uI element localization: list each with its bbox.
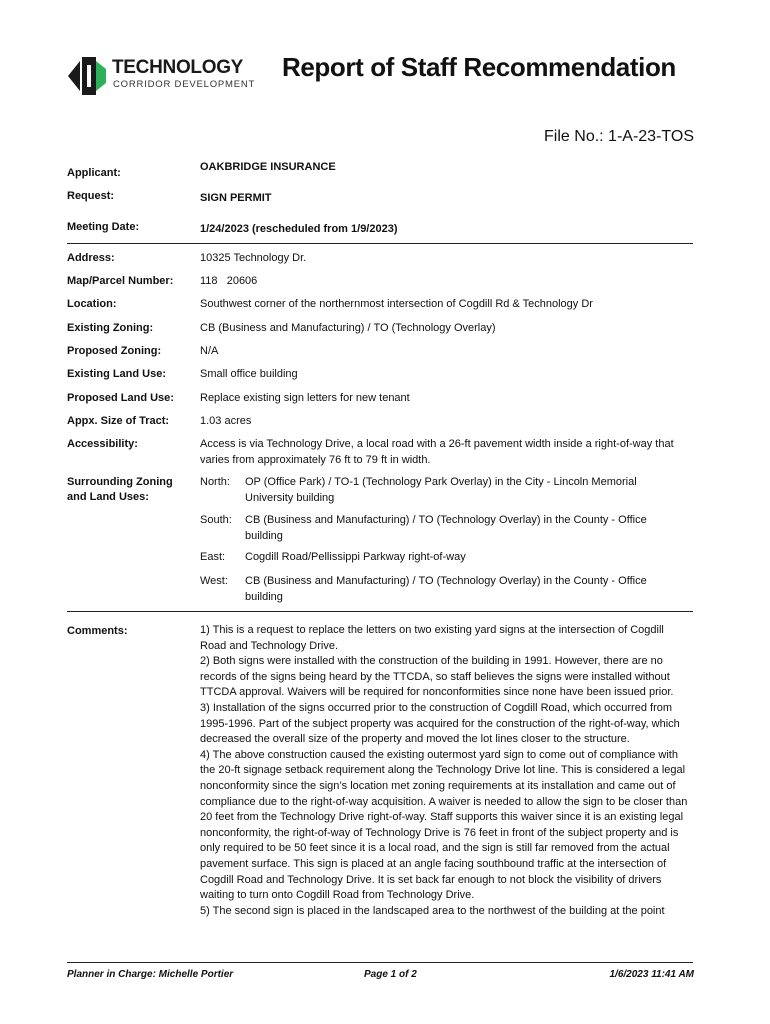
surrounding-east-dir: East:: [200, 551, 226, 563]
meeting-date-value: 1/24/2023 (rescheduled from 1/9/2023): [200, 223, 398, 235]
existing-land-use-value: Small office building: [200, 368, 298, 380]
meeting-date-label: Meeting Date:: [67, 221, 140, 233]
surrounding-south-dir: South:: [200, 514, 232, 526]
proposed-land-use-value: Replace existing sign letters for new tenant: [200, 392, 410, 404]
file-number: File No.: 1-A-23-TOS: [544, 128, 694, 145]
logo-wordmark: TECHNOLOGY: [112, 57, 244, 78]
comment-item: 5) The second sign is placed in the landscaped area to the northwest of the building at the point: [200, 904, 665, 917]
page-number: Page 1 of 2: [364, 969, 417, 980]
existing-zoning-value: CB (Business and Manufacturing) / TO (Technology Overlay): [200, 322, 496, 334]
comment-item: 2) Both signs were installed with the construction of the building in 1991. However, there are no records of the signs being heard by the TTCDA, so staff believes the signs were installed without TTCDA approval. Waivers will be required for nonconformities since none have been issued prior.: [200, 655, 674, 699]
organization-logo: [66, 55, 256, 97]
surrounding-south-text: CB (Business and Manufacturing) / TO (Technology Overlay) in the County - Office building: [245, 514, 647, 542]
accessibility-label: Accessibility:: [67, 438, 138, 450]
proposed-land-use-label: Proposed Land Use:: [67, 392, 174, 404]
surrounding-north-text: OP (Office Park) / TO-1 (Technology Park Overlay) in the City - Lincoln Memorial University building: [245, 476, 637, 504]
request-label: Request:: [67, 190, 115, 202]
surrounding-label-line1: Surrounding Zoning: [67, 476, 173, 488]
surrounding-north-dir: North:: [200, 476, 230, 488]
proposed-zoning-value: N/A: [200, 345, 219, 357]
location-value: Southwest corner of the northernmost intersection of Cogdill Rd & Technology Dr: [200, 298, 593, 310]
map-parcel-label: Map/Parcel Number:: [67, 275, 174, 287]
report-title: Report of Staff Recommendation: [282, 52, 676, 82]
surrounding-west-dir: West:: [200, 575, 228, 587]
tract-size-value: 1.03 acres: [200, 415, 252, 427]
comment-item: 1) This is a request to replace the letters on two existing yard signs at the intersection of Cogdill Road and Technology Drive.: [200, 624, 664, 652]
comments-label: Comments:: [67, 625, 128, 637]
comments-body: [200, 623, 692, 919]
applicant-value: OAKBRIDGE INSURANCE: [200, 161, 336, 173]
surrounding-label-line2: and Land Uses:: [67, 491, 149, 503]
comment-item: 3) Installation of the signs occurred prior to the construction of Cogdill Road, which occurred from 1995-1996. Part of the subject property was acquired for the construction of the right-of-way, which decreased the overall size of the property and moved the lot lines closer to the structure.: [200, 701, 680, 746]
accessibility-value: Access is via Technology Drive, a local road with a 26-ft pavement width inside a right-of-way that varies from approximately 76 ft to 79 ft in width.: [200, 438, 674, 466]
map-parcel-value: 118 20606: [200, 275, 258, 287]
tract-size-label: Appx. Size of Tract:: [67, 415, 170, 427]
address-value: 10325 Technology Dr.: [200, 252, 307, 264]
surrounding-east-text: Cogdill Road/Pellissippi Parkway right-of-way: [245, 551, 466, 563]
logo-subtitle: CORRIDOR DEVELOPMENT: [113, 79, 256, 90]
comment-item: 4) The above construction caused the existing outermost yard sign to come out of compliance with the 20-ft signage setback requirement along the Technology Drive lot line. This is considered a legal nonconformity since the sign’s location met zoning requirements at its installation and came out of compliance due to the right-of-way acquisition. A waiver is needed to allow the sign to be closer than 20 feet from the Technology Drive right-of-way. Staff supports this waiver since it is an existing legal nonconformity, the right-of-way of Technology Drive is 76 feet in front of the subject property and is only required to be 50 feet since it is a local road, and the sign is still far removed from the actual pavement surface. This sign is placed at an angle facing southbound traffic at the intersection of Cogdill Road and Technology Drive. It is set back far enough to not block the visibility of drivers waiting to turn onto Cogdill Road from Technology Drive.: [200, 748, 688, 902]
planner-in-charge: Planner in Charge: Michelle Portier: [67, 969, 234, 980]
applicant-label: Applicant:: [67, 167, 121, 179]
footer-divider: [67, 962, 693, 963]
logo-mark-icon: [66, 55, 110, 97]
surrounding-west-text: CB (Business and Manufacturing) / TO (Technology Overlay) in the County - Office building: [245, 575, 647, 603]
existing-zoning-label: Existing Zoning:: [67, 322, 154, 334]
existing-land-use-label: Existing Land Use:: [67, 368, 167, 380]
section-divider: [67, 243, 693, 244]
request-value: SIGN PERMIT: [200, 192, 272, 204]
section-divider: [67, 611, 693, 612]
footer-datetime: 1/6/2023 11:41 AM: [609, 969, 694, 980]
location-label: Location:: [67, 298, 117, 310]
proposed-zoning-label: Proposed Zoning:: [67, 345, 162, 357]
address-label: Address:: [67, 252, 115, 264]
